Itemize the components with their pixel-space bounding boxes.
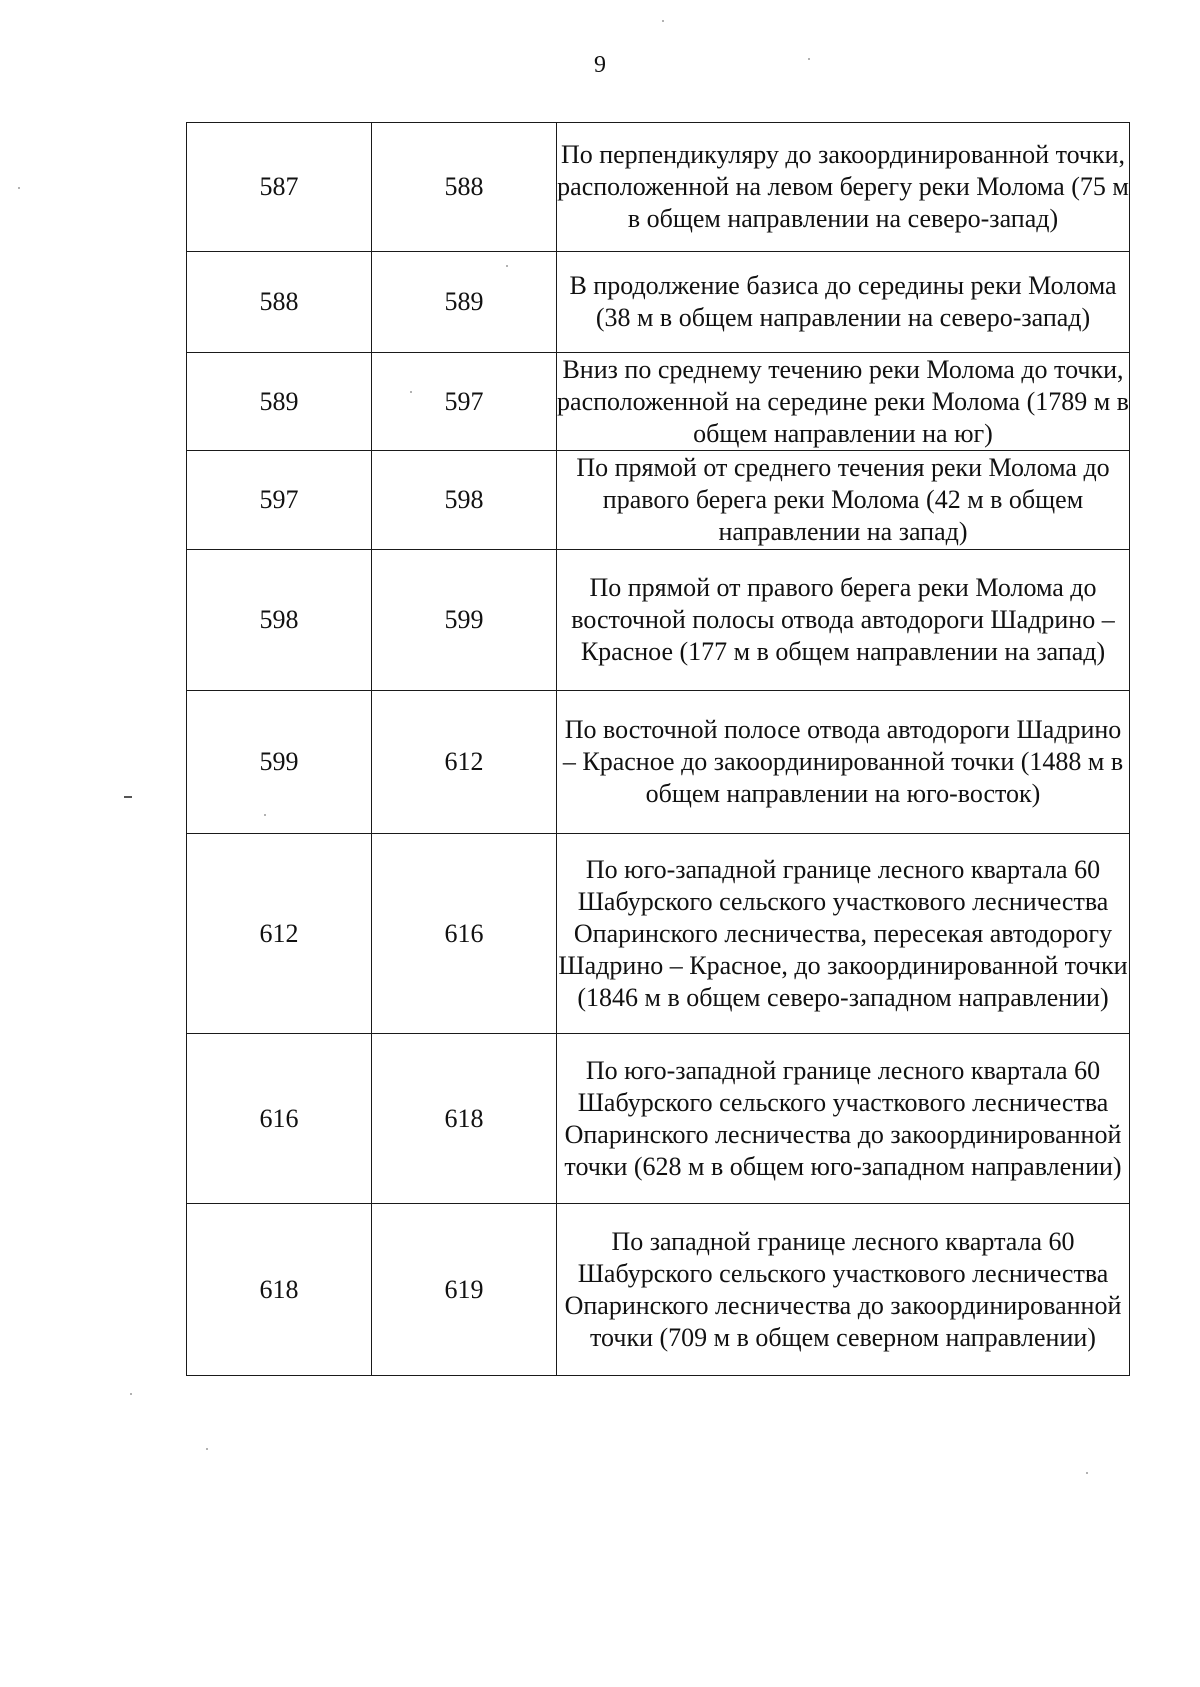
- description-cell: По прямой от среднего течения реки Молома до правого берега реки Молома (42 м в общем направлении на запад): [557, 451, 1130, 550]
- boundary-table: [186, 122, 1130, 1376]
- to-point-cell: 588: [372, 123, 557, 252]
- to-point-cell: 612: [372, 691, 557, 834]
- scan-speck: [410, 391, 412, 393]
- from-point-cell: 598: [187, 550, 372, 691]
- scan-speck: [808, 58, 810, 60]
- description-cell: По перпендикуляру до закоординированной точки, расположенной на левом берегу реки Молома (75 м в общем направлении на северо-запад): [557, 123, 1130, 252]
- from-point-cell: 612: [187, 834, 372, 1034]
- page-number: 9: [594, 52, 606, 78]
- scan-speck: [18, 187, 20, 189]
- scan-speck: [264, 814, 266, 816]
- from-point-cell: 618: [187, 1204, 372, 1376]
- scan-speck: [130, 1393, 132, 1395]
- table-row: [187, 691, 1130, 834]
- from-point-cell: 588: [187, 252, 372, 353]
- to-point-cell: 598: [372, 451, 557, 550]
- to-point-cell: 616: [372, 834, 557, 1034]
- from-point-cell: 587: [187, 123, 372, 252]
- description-cell: Вниз по среднему течению реки Молома до точки, расположенной на середине реки Молома (1789 м в общем направлении на юг): [557, 353, 1130, 451]
- table-row: [187, 1034, 1130, 1204]
- table-row: [187, 123, 1130, 252]
- scan-speck: [206, 1448, 208, 1450]
- table-row: [187, 252, 1130, 353]
- to-point-cell: 619: [372, 1204, 557, 1376]
- from-point-cell: 616: [187, 1034, 372, 1204]
- to-point-cell: 597: [372, 353, 557, 451]
- description-cell: По прямой от правого берега реки Молома до восточной полосы отвода автодороги Шадрино – Красное (177 м в общем направлении на запад): [557, 550, 1130, 691]
- description-cell: По юго-западной границе лесного квартала 60 Шабурского сельского участкового лесничества Опаринского лесничества, пересекая автодорогу Шадрино – Красное, до закоординированной точки (1846 м в общем северо-западном направлении): [557, 834, 1130, 1034]
- scan-speck: [662, 20, 664, 22]
- from-point-cell: 599: [187, 691, 372, 834]
- description-cell: В продолжение базиса до середины реки Молома (38 м в общем направлении на северо-запад): [557, 252, 1130, 353]
- description-cell: По восточной полосе отвода автодороги Шадрино – Красное до закоординированной точки (1488 м в общем направлении на юго-восток): [557, 691, 1130, 834]
- table-row: [187, 451, 1130, 550]
- description-cell: По юго-западной границе лесного квартала 60 Шабурского сельского участкового лесничества Опаринского лесничества до закоординированной точки (628 м в общем юго-западном направлении): [557, 1034, 1130, 1204]
- to-point-cell: 589: [372, 252, 557, 353]
- scan-speck: [506, 265, 508, 267]
- to-point-cell: 599: [372, 550, 557, 691]
- from-point-cell: 597: [187, 451, 372, 550]
- scan-mark: [124, 796, 132, 798]
- table-row: [187, 834, 1130, 1034]
- table-row: [187, 353, 1130, 451]
- description-cell: По западной границе лесного квартала 60 Шабурского сельского участкового лесничества Опаринского лесничества до закоординированной точки (709 м в общем северном направлении): [557, 1204, 1130, 1376]
- from-point-cell: 589: [187, 353, 372, 451]
- to-point-cell: 618: [372, 1034, 557, 1204]
- table-row: [187, 550, 1130, 691]
- scan-speck: [1086, 1472, 1088, 1474]
- table-row: [187, 1204, 1130, 1376]
